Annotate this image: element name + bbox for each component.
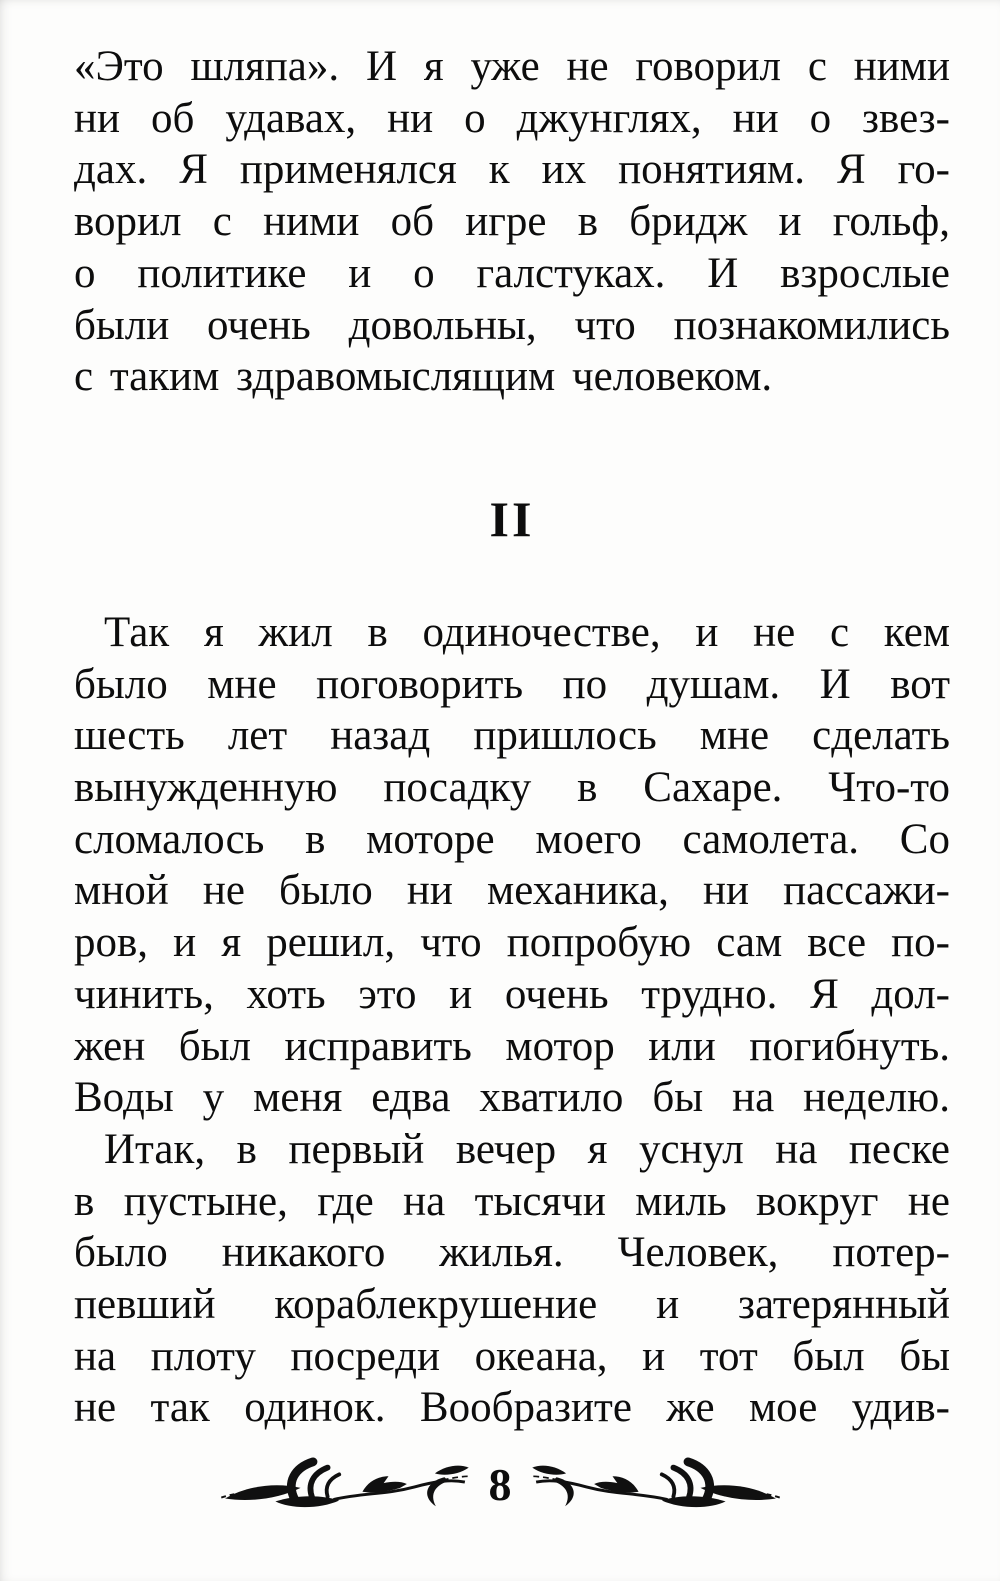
text-line: дах. Я применялся к их понятиям. Я го-: [74, 146, 950, 194]
text-line: в пустыне, где на тысячи миль вокруг не: [74, 1177, 950, 1225]
flourish-right-icon: [530, 1456, 782, 1514]
text-line: шесть лет назад пришлось мне сделать: [74, 712, 950, 760]
page-footer: [0, 1456, 1000, 1514]
text-line: певший кораблекрушение и затерянный: [74, 1281, 950, 1329]
chapter-heading: II: [489, 490, 535, 547]
paragraph: [74, 607, 950, 1124]
text-line: было мне поговорить по душам. И вот: [74, 660, 950, 708]
text-line: были очень довольны, что познакомились: [74, 301, 950, 349]
flourish-left-icon: [219, 1456, 471, 1514]
text-line: «Это шляпа». И я уже не говорил с ними: [74, 43, 950, 90]
text-line: ворил с ними об игре в бридж и гольф,: [74, 198, 950, 246]
text-line: сломалось в моторе моего самолета. Со: [74, 815, 950, 863]
text-line: Так я жил в одиночестве, и не с кем: [104, 608, 950, 656]
text-line: ров, и я решил, что попробую сам все по-: [74, 919, 950, 967]
text-line: было никакого жилья. Человек, потер-: [74, 1229, 950, 1277]
text-line: с таким здравомыслящим человеком.: [74, 353, 773, 401]
text-line: ни об удавах, ни о джунглях, ни о звез-: [74, 94, 950, 142]
text-line: мной не было ни механика, ни пассажи-: [74, 867, 950, 915]
text-line: чинить, хоть это и очень трудно. Я дол-: [74, 970, 950, 1018]
text-line: на плоту посреди океана, и тот был бы: [74, 1332, 950, 1380]
text-line: вынужденную посадку в Сахаре. Что-то: [74, 764, 950, 812]
text-line: не так одинок. Вообразите же мое удив-: [74, 1384, 950, 1432]
paragraph: [74, 1124, 950, 1434]
text-line: жен был исправить мотор или погибнуть.: [74, 1022, 950, 1070]
text-line: о политике и о галстуках. И взрослые: [74, 249, 950, 297]
text-line: Воды у меня едва хватило бы на неделю.: [74, 1074, 950, 1122]
text-line: Итак, в первый вечер я уснул на песке: [104, 1125, 950, 1173]
page-number: 8: [488, 1459, 512, 1510]
paragraph: [74, 41, 950, 403]
text-block: [74, 41, 950, 1434]
